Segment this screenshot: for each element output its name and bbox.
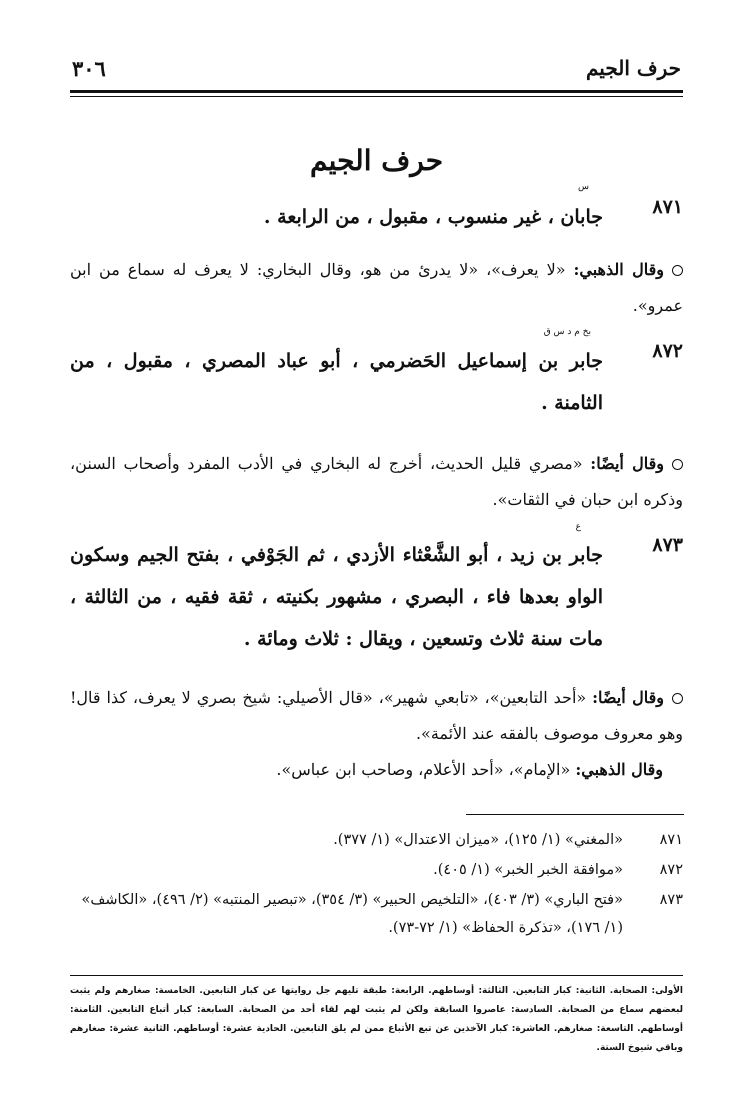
tabaqat-legend: الأولى: الصحابة. الثانية: كبار التابعين. الثالثة: أوساطهم. الرابعة: طبقة تليهم جل روايتها عن كبار التابعين. الخامسة: صغارهم ولم يثبت لبعضهم سماع من الصحابة. السادسة: عاصروا السابقة ولكن لم يثبت لهم لقاء أحد من الصحابة. السابعة: كبار أتباع التابعين. الثامنة: أوساطهم. التاسعة: صغارهم. العاشرة: كبار الآخذين عن تبع الأتباع ممن لم يلق التابعين. الحادية عشرة: أوساطهم. الثانية عشرة: صغارهم وباقي شيوخ الستة. <box>70 986 683 1053</box>
bullet-circle-icon <box>672 693 683 704</box>
footnote-872 <box>70 856 683 884</box>
entry-symbol: ع <box>575 522 581 532</box>
footnote-number: ٨٧٣ <box>659 892 683 908</box>
note-lead: وقال أيضًا: <box>590 454 665 473</box>
entry-number: ٨٧١ <box>652 196 683 218</box>
note-lead: وقال الذهبي: <box>573 260 665 279</box>
entry-symbol: س <box>578 182 589 192</box>
note-text: «لا يعرف»، «لا يدرئ من هو، وقال البخاري: لا يعرف له سماع من ابن عمرو». <box>70 260 683 315</box>
note-871 <box>70 252 683 324</box>
note-text: «الإمام»، «أحد الأعلام، وصاحب ابن عباس». <box>276 760 571 779</box>
entry-text: جابر بن زيد ، أبو الشَّعْثاء الأزدي ، ثم الجَوْفي ، بفتح الجيم وسكون الواو بعدها فاء ، البصري ، مشهور بكنيته ، ثقة فقيه ، من الثالثة ، مات سنة ثلاث وتسعين ، ويقال : ثلاث ومائة . <box>70 544 603 650</box>
entry-symbol: بخ م د س ق <box>543 327 591 337</box>
bullet-circle-icon <box>672 265 683 276</box>
footnote-rule <box>466 814 684 815</box>
header-rule-thick <box>70 90 683 93</box>
entry-872 <box>70 327 683 424</box>
page-number: ٣٠٦ <box>72 56 106 81</box>
note-872 <box>70 446 683 518</box>
footnote-number: ٨٧١ <box>659 832 683 848</box>
header-rule-thin <box>70 96 683 97</box>
entry-number: ٨٧٣ <box>652 534 683 556</box>
bullet-circle-icon <box>672 459 683 470</box>
legend-rule <box>70 975 683 976</box>
note-873-a <box>70 680 683 752</box>
note-873-b <box>70 752 663 788</box>
footnote-871 <box>70 826 683 854</box>
note-text: «مصري قليل الحديث، أخرج له البخاري في الأدب المفرد وأصحاب السنن، وذكره ابن حبان في الثقات». <box>70 454 683 509</box>
note-lead: وقال الذهبي: <box>575 760 663 779</box>
entry-text: جابان ، غير منسوب ، مقبول ، من الرابعة . <box>263 206 603 228</box>
footnote-text: «فتح الباري» (٣/ ٤٠٣)، «التلخيص الحبير» (٣/ ٣٥٤)، «تبصير المنتبه» (٢/ ٤٩٦)، «الكاشف» (١/ ١٧٦)، «تذكرة الحفاظ» (١/ ٧٢-٧٣). <box>81 892 623 936</box>
footnote-text: «موافقة الخبر الخبر» (١/ ٤٠٥). <box>433 862 623 878</box>
entry-871 <box>70 182 683 238</box>
entry-number: ٨٧٢ <box>652 340 683 362</box>
footnote-text: «المغني» (١/ ١٢٥)، «ميزان الاعتدال» (١/ ٣٧٧). <box>333 832 623 848</box>
footnote-number: ٨٧٢ <box>659 862 683 878</box>
entry-873 <box>70 522 683 660</box>
footnote-873 <box>70 886 683 942</box>
note-text: «أحد التابعين»، «تابعي شهير»، «قال الأصيلي: شيخ بصري لا يعرف، كذا قال! وهو معروف موصوف بالفقه عند الأئمة». <box>70 688 683 743</box>
page-header <box>72 56 681 86</box>
entry-text: جابر بن إسماعيل الحَضرمي ، أبو عباد المصري ، مقبول ، من الثامنة . <box>70 350 603 414</box>
running-title: حرف الجيم <box>586 56 681 80</box>
section-title: حرف الجيم <box>310 144 443 177</box>
note-lead: وقال أيضًا: <box>592 688 664 707</box>
